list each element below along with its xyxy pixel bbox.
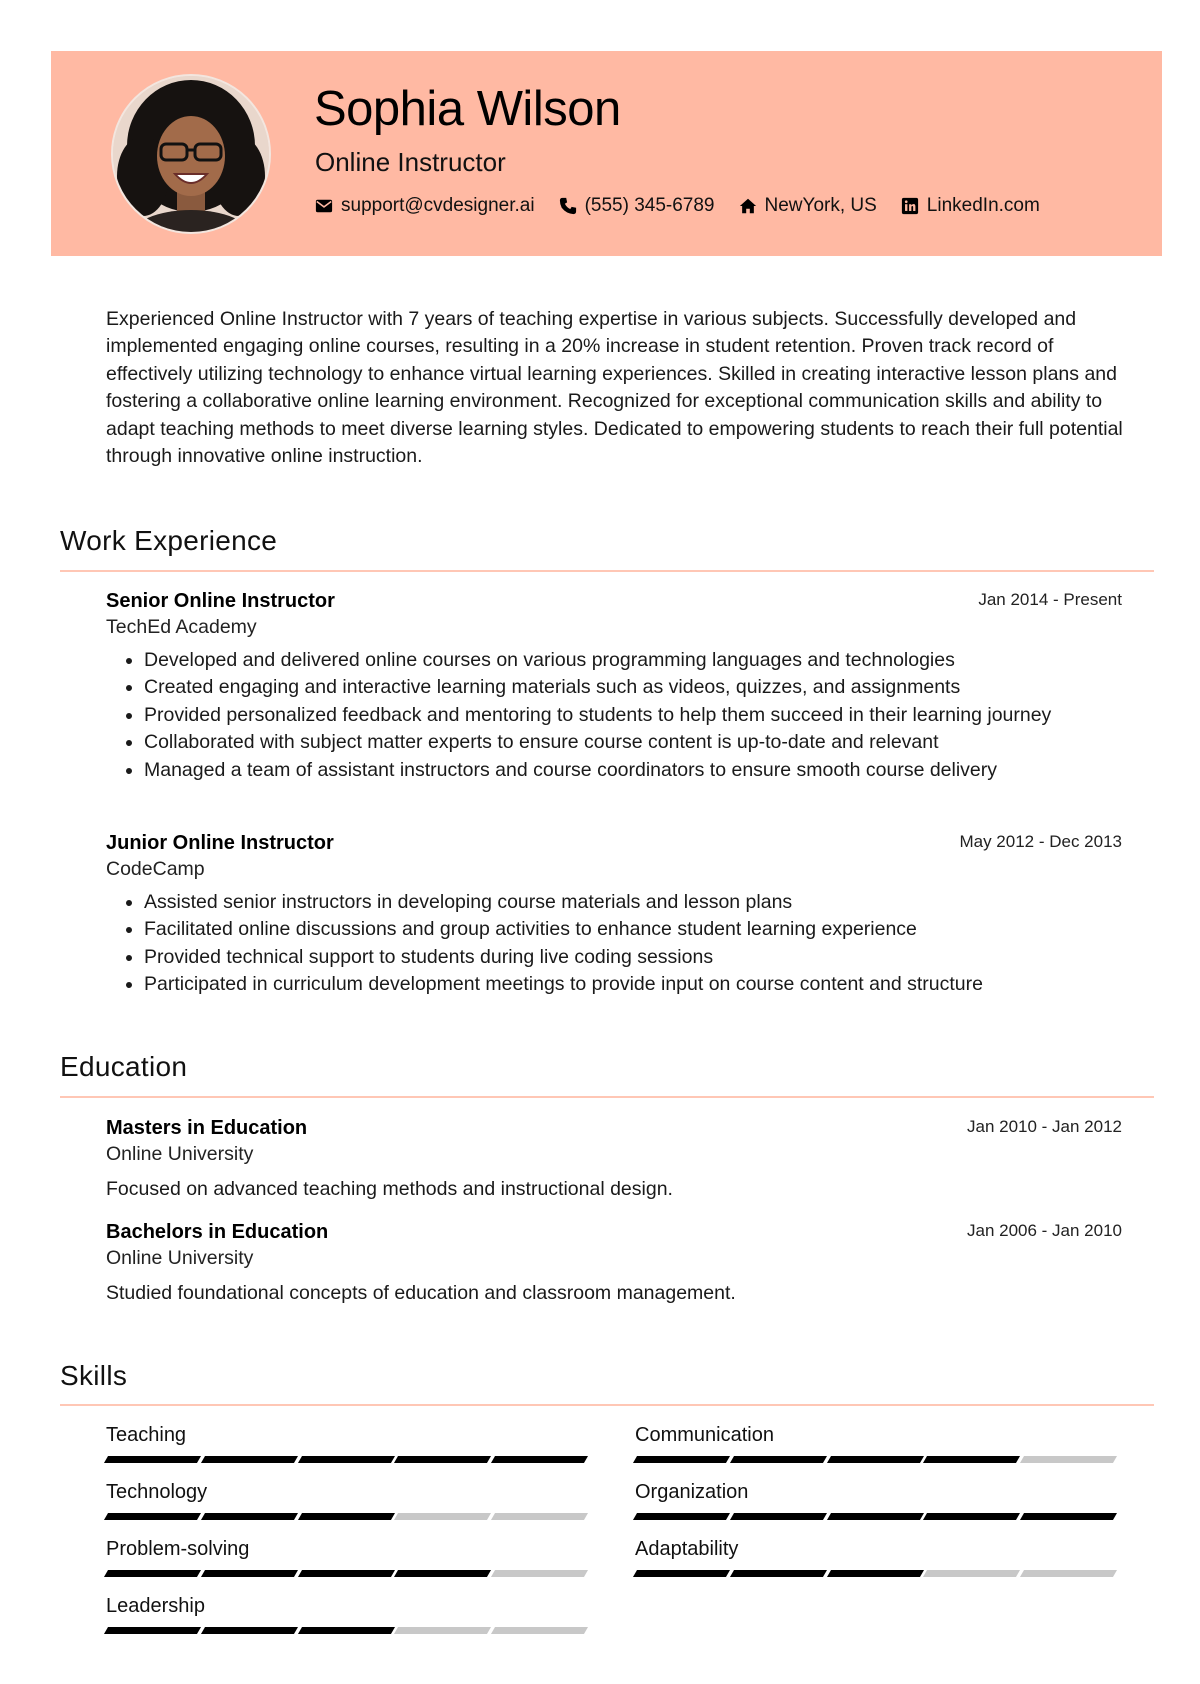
skill-segment-filled [923,1513,1020,1520]
section-title-skills: Skills [60,1360,128,1391]
job-date: May 2012 - Dec 2013 [959,832,1122,851]
skill-segment-filled [633,1456,730,1463]
skill-segment-empty [491,1627,588,1634]
contact-location-text: NewYork, US [764,195,877,216]
job-date: Jan 2014 - Present [978,590,1122,609]
skill-level-bar [635,1456,1119,1463]
skill-segment-filled [827,1456,924,1463]
list-item: • Developed and delivered online courses on various programming languages and technologies [144,647,1122,674]
skill-segment-filled [104,1570,201,1577]
phone-icon [559,197,577,215]
skill-segment-filled [394,1456,491,1463]
skill-segment-empty [1020,1456,1117,1463]
section-title-work: Work Experience [60,525,278,556]
contact-list [315,193,1064,219]
section-divider-skills [60,1404,1154,1406]
job-company: CodeCamp [106,858,205,880]
skill-segment-filled [201,1456,298,1463]
skill-level-bar [106,1570,590,1577]
skill-segment-empty [923,1570,1020,1577]
skill-item [635,1422,1119,1463]
skill-segment-filled [201,1570,298,1577]
degree-title: Masters in Education [106,1117,308,1139]
contact-location [739,195,877,217]
skill-segment-empty [491,1570,588,1577]
skill-segment-filled [298,1513,395,1520]
skill-segment-filled [827,1513,924,1520]
skill-name: Organization [635,1481,749,1503]
skill-segment-filled [633,1513,730,1520]
list-item: • Created engaging and interactive learning materials such as videos, quizzes, and assignments [144,674,1122,701]
skill-item [635,1536,1119,1577]
skill-item [106,1536,590,1577]
list-item: • Facilitated online discussions and group activities to enhance student learning experience [144,916,1122,943]
skill-name: Problem-solving [106,1538,250,1560]
contact-phone-text: (555) 345-6789 [584,195,715,216]
skill-segment-empty [394,1513,491,1520]
job-company: TechEd Academy [106,616,257,638]
list-item: • Assisted senior instructors in developing course materials and lesson plans [144,889,1122,916]
skill-name: Teaching [106,1424,187,1446]
skill-item [106,1479,590,1520]
skill-level-bar [106,1456,590,1463]
skill-item [635,1479,1119,1520]
skill-segment-filled [298,1456,395,1463]
skill-segment-filled [633,1570,730,1577]
work-entry [106,830,1122,999]
job-bullets [106,889,1122,999]
skill-name: Technology [106,1481,208,1503]
skill-level-bar [635,1570,1119,1577]
degree-description: Studied foundational concepts of education and classroom management. [106,1282,736,1304]
skill-segment-filled [104,1513,201,1520]
education-entry [106,1115,1122,1203]
list-item: • Collaborated with subject matter experts to ensure course content is up-to-date and relevant [144,729,1122,756]
candidate-name: Sophia Wilson [314,82,621,136]
job-title: Senior Online Instructor [106,590,335,612]
section-divider-work [60,570,1154,572]
contact-phone[interactable] [559,195,715,217]
skill-segment-empty [1020,1570,1117,1577]
degree-school: Online University [106,1143,254,1165]
contact-linkedin[interactable] [901,195,1040,217]
skill-name: Adaptability [635,1538,739,1560]
home-icon [739,197,757,215]
envelope-icon [315,197,333,215]
skill-segment-filled [730,1456,827,1463]
skill-level-bar [106,1513,590,1520]
contact-email-text: support@cvdesigner.ai [341,195,535,216]
skill-item [106,1422,590,1463]
skill-segment-filled [394,1570,491,1577]
skill-segment-filled [923,1456,1020,1463]
skill-segment-filled [104,1627,201,1634]
avatar-illustration [113,76,269,232]
skill-segment-filled [730,1570,827,1577]
list-item: • Provided personalized feedback and mentoring to students to help them succeed in their learning journey [144,702,1122,729]
skill-item [106,1593,590,1634]
job-bullets [106,647,1122,784]
contact-email[interactable] [315,195,535,217]
contact-linkedin-text: LinkedIn.com [926,195,1040,216]
skill-segment-filled [491,1456,588,1463]
list-item: • Managed a team of assistant instructors and course coordinators to ensure smooth course delivery [144,757,1122,784]
section-title-education: Education [60,1051,188,1082]
degree-school: Online University [106,1247,254,1269]
degree-title: Bachelors in Education [106,1221,329,1243]
header-banner [51,51,1162,256]
degree-description: Focused on advanced teaching methods and instructional design. [106,1178,673,1200]
linkedin-icon [901,197,919,215]
skill-name: Leadership [106,1595,205,1617]
skill-segment-filled [298,1570,395,1577]
job-title: Junior Online Instructor [106,832,334,854]
skill-segment-empty [491,1513,588,1520]
candidate-role: Online Instructor [315,147,506,177]
skill-segment-filled [201,1513,298,1520]
profile-photo [111,74,271,234]
section-divider-education [60,1096,1154,1098]
degree-date: Jan 2006 - Jan 2010 [966,1221,1122,1240]
skill-level-bar [106,1627,590,1634]
profile-summary: Experienced Online Instructor with 7 years of teaching expertise in various subjects. Successfully developed and implemented engaging online courses, resulting in a 20% increase in student retention. Proven track record of effectively utilizing technology to enhance virtual learning experiences. Skilled in creating interactive lesson plans and fostering a collaborative online learning environment. Recognized for exceptional communication skills and ability to adapt teaching methods to meet diverse learning styles. Dedicated to empowering students to reach their full potential through innovative online instruction. [106,308,1123,468]
degree-date: Jan 2010 - Jan 2012 [966,1117,1122,1136]
work-entry [106,588,1122,784]
list-item: • Participated in curriculum development meetings to provide input on course content and structure [144,971,1122,998]
skill-segment-empty [394,1627,491,1634]
skill-segment-filled [201,1627,298,1634]
education-entry [106,1219,1122,1307]
skill-segment-filled [827,1570,924,1577]
list-item: • Provided technical support to students during live coding sessions [144,944,1122,971]
skill-segment-filled [298,1627,395,1634]
skill-level-bar [635,1513,1119,1520]
skill-segment-filled [1020,1513,1117,1520]
skill-segment-filled [730,1513,827,1520]
skill-name: Communication [635,1424,774,1446]
skill-segment-filled [104,1456,201,1463]
